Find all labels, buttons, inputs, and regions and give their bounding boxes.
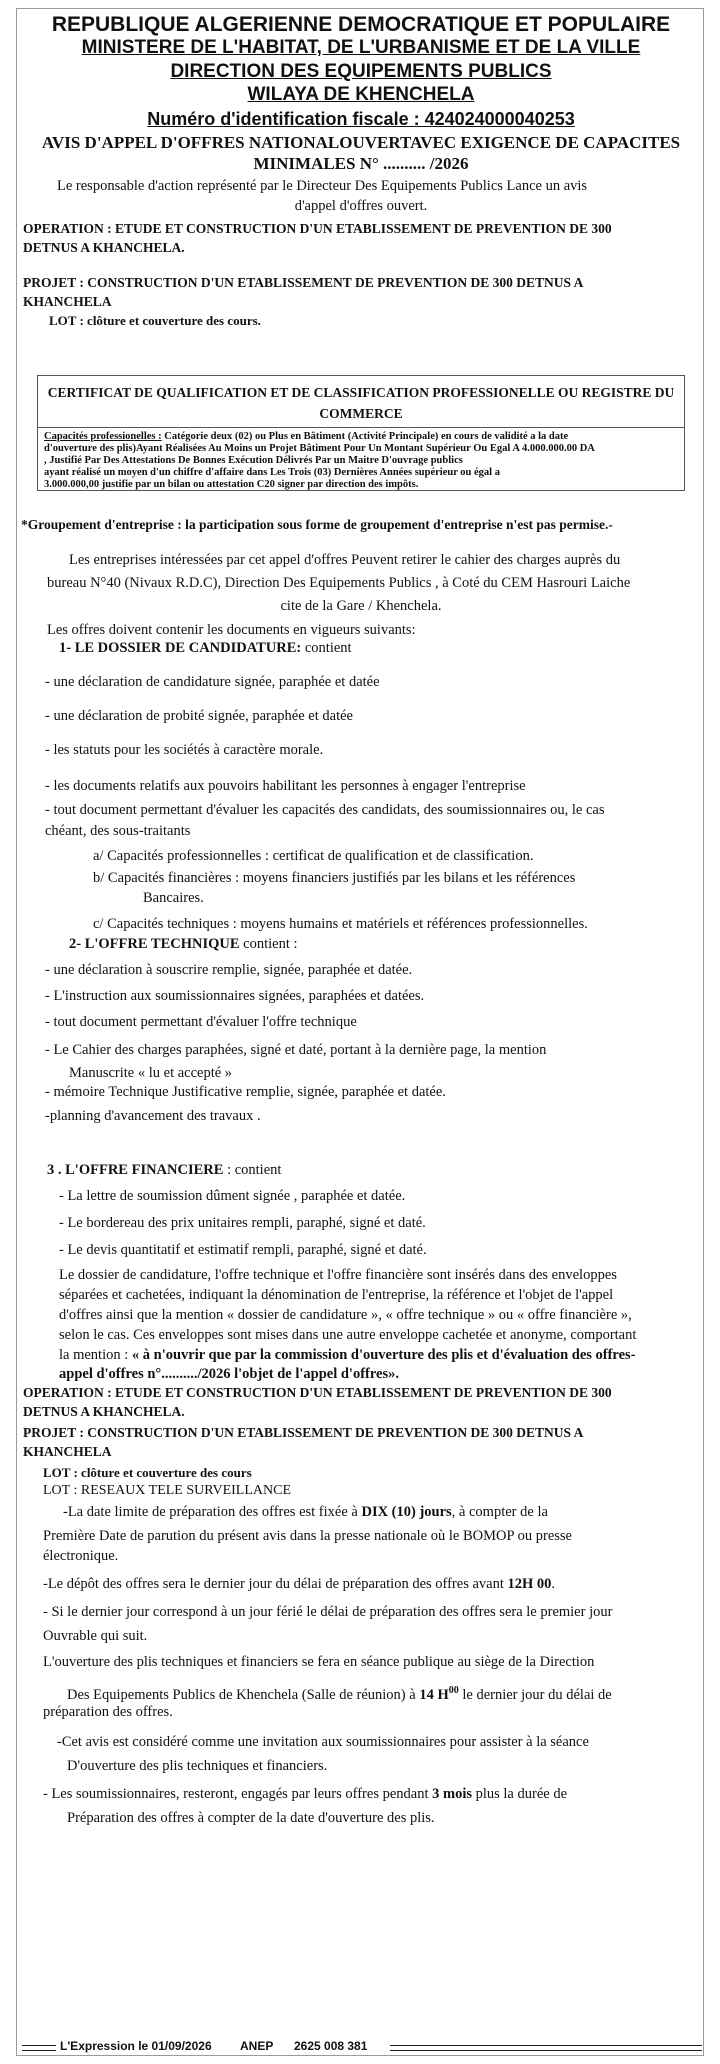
anep-label: ANEP: [240, 2039, 274, 2053]
capacities-line-5: 3.000.000,00 justifie par un bilan ou attestation C20 signer par direction des impôts.: [44, 479, 419, 490]
list-item: - les documents relatifs aux pouvoirs habilitant les personnes à engager l'entreprise: [45, 778, 526, 794]
list-item: - La lettre de soumission dûment signée , paraphée et datée.: [59, 1188, 406, 1204]
list-item: - tout document permettant d'évaluer l'offre technique: [45, 1014, 357, 1030]
deadline-text: -La date limite de préparation des offres est fixée à DIX (10) jours, à compter de la: [63, 1504, 548, 1520]
holiday-text: Ouvrable qui suit.: [43, 1628, 148, 1644]
list-item: - une déclaration à souscrire remplie, signée, paraphée et datée.: [45, 962, 413, 978]
list-item: a/ Capacités professionnelles : certificat de qualification et de classification.: [93, 848, 534, 864]
envelopes-paragraph: d'offres ainsi que la mention « dossier de candidature », « offre technique » ou « offre financière »,: [59, 1307, 632, 1323]
section-3-heading: 3 . L'OFFRE FINANCIERE : contient: [47, 1162, 282, 1178]
section-1-heading: 1- LE DOSSIER DE CANDIDATURE: contient: [59, 640, 352, 656]
list-item: chéant, des sous-traitants: [45, 823, 191, 839]
deadline-text: électronique.: [43, 1548, 119, 1564]
header-republic: REPUBLIQUE ALGERIENNE DEMOCRATIQUE ET POPULAIRE: [51, 13, 671, 36]
operation-line: OPERATION : ETUDE ET CONSTRUCTION D'UN ETABLISSEMENT DE PREVENTION DE 300: [23, 221, 612, 236]
list-item: - tout document permettant d'évaluer les capacités des candidats, des soumissionnaires ou, le cas: [45, 802, 605, 818]
list-item: Bancaires.: [143, 890, 204, 906]
envelopes-paragraph: séparées et cachetées, indiquant la dénomination de l'entreprise, la référence et l'objet de l'appel: [59, 1287, 614, 1303]
validity-text: Préparation des offres à compter de la date d'ouverture des plis.: [67, 1810, 435, 1826]
retrait-text: Les entreprises intéressées par cet appel d'offres Peuvent retirer le cahier des charges auprès du: [69, 552, 621, 568]
invitation-text: D'ouverture des plis techniques et financiers.: [67, 1758, 328, 1774]
envelopes-paragraph: la mention : « à n'ouvrir que par la commission d'ouverture des plis et d'évaluation des offres-: [59, 1347, 636, 1363]
operation-line-2: DETNUS A KHANCHELA.: [23, 1404, 185, 1419]
capacities-line-4: ayant réalisé un moyen d'un chiffre d'affaire dans Les Trois (03) Dernières Années supérieur ou égal a: [44, 467, 500, 478]
list-item: - une déclaration de probité signée, paraphée et datée: [45, 708, 353, 724]
lot-line: LOT : clôture et couverture des cours: [43, 1465, 252, 1480]
opening-text: L'ouverture des plis techniques et financiers se fera en séance publique au siège de la Direction: [43, 1654, 595, 1670]
groupement-note: *Groupement d'entreprise : la participation sous forme de groupement d'entreprise n'est pas permise.-: [21, 517, 613, 532]
anep-reference: 2625 008 381: [294, 2039, 368, 2053]
capacities-label: Capacités professionelles :: [44, 431, 162, 442]
list-item: - Le devis quantitatif et estimatif rempli, paraphé, signé et daté.: [59, 1242, 427, 1258]
certificate-title: CERTIFICAT DE QUALIFICATION ET DE CLASSIFICATION PROFESSIONELLE OU REGISTRE DU COMMERCE: [38, 376, 684, 428]
list-item: - une déclaration de candidature signée, paraphée et datée: [45, 674, 380, 690]
holiday-text: - Si le dernier jour correspond à un jour férié le délai de préparation des offres sera le premier jour: [43, 1604, 613, 1620]
opening-text: Des Equipements Publics de Khenchela (Salle de réunion) à 14 $H^{00}$ le dernier jour du délai de: [67, 1685, 612, 1703]
capacities-line: Capacités professionelles : Catégorie deux (02) ou Plus en Bâtiment (Activité Principale) en cours de validité a la date: [44, 431, 569, 442]
project-line: PROJET : CONSTRUCTION D'UN ETABLISSEMENT DE PREVENTION DE 300 DETNUS A: [23, 1425, 584, 1440]
notice-number: MINIMALES N° .......... /2026: [253, 154, 469, 173]
publication-footer: [22, 2040, 702, 2054]
list-item: - les statuts pour les sociétés à caractère morale.: [45, 742, 324, 758]
list-item: c/ Capacités techniques : moyens humains et matériels et références professionnelles.: [93, 916, 588, 932]
list-item: b/ Capacités financières : moyens financiers justifiés par les bilans et les références: [93, 870, 576, 886]
capacities-line-3: , Justifié Par Des Attestations De Bonnes Exécution Délivrés Par un Maitre D'ouvrage publics: [44, 455, 463, 466]
capacities-line-2: d'ouverture des plis)Ayant Réalisées Au Moins un Projet Bâtiment Pour Un Montant Supérieur Ou Egal A 4.000.000.00 DA: [44, 443, 595, 454]
envelopes-paragraph: appel d'offres n°........../2026 l'objet de l'appel d'offres».: [59, 1366, 399, 1382]
lot-line: LOT : clôture et couverture des cours.: [49, 313, 261, 328]
retrait-text-3: cite de la Gare / Khenchela.: [280, 598, 442, 614]
deposit-text: -Le dépôt des offres sera le dernier jour du délai de préparation des offres avant 12H 00.: [43, 1576, 556, 1592]
fiscal-id: Numéro d'identification fiscale : 424024000040253: [147, 109, 575, 129]
section-2-heading: 2- L'OFFRE TECHNIQUE contient :: [69, 936, 298, 952]
notice-title: AVIS D'APPEL D'OFFRES NATIONALOUVERTAVEC EXIGENCE DE CAPACITES: [41, 133, 681, 152]
publication-source: L'Expression le 01/09/2026: [60, 2039, 212, 2053]
header-ministry: MINISTERE DE L'HABITAT, DE L'URBANISME ET DE LA VILLE: [81, 37, 641, 58]
list-item: - L'instruction aux soumissionnaires signées, paraphées et datées.: [45, 988, 425, 1004]
operation-line-2: DETNUS A KHANCHELA.: [23, 240, 185, 255]
certificate-box: [37, 375, 685, 491]
intro-text: Le responsable d'action représenté par le Directeur Des Equipements Publics Lance un avis: [57, 178, 588, 194]
opening-text: préparation des offres.: [43, 1704, 173, 1720]
project-line: PROJET : CONSTRUCTION D'UN ETABLISSEMENT DE PREVENTION DE 300 DETNUS A: [23, 275, 584, 290]
operation-line: OPERATION : ETUDE ET CONSTRUCTION D'UN ETABLISSEMENT DE PREVENTION DE 300: [23, 1385, 612, 1400]
header-wilaya: WILAYA DE KHENCHELA: [247, 84, 475, 105]
list-item: - Le Cahier des charges paraphées, signé et daté, portant à la dernière page, la mention: [45, 1042, 547, 1058]
deadline-text: Première Date de parution du présent avis dans la presse nationale où le BOMOP ou presse: [43, 1528, 572, 1544]
envelopes-paragraph: Le dossier de candidature, l'offre technique et l'offre financière sont insérés dans des enveloppes: [59, 1267, 617, 1283]
project-line-2: KHANCHELA: [23, 1444, 112, 1459]
list-item: - Le bordereau des prix unitaires rempli, paraphé, signé et daté.: [59, 1215, 426, 1231]
intro-text-2: d'appel d'offres ouvert.: [294, 198, 428, 214]
documents-intro: Les offres doivent contenir les documents en vigueurs suivants:: [47, 622, 416, 638]
list-item: -planning d'avancement des travaux .: [45, 1108, 261, 1124]
list-item: Manuscrite « lu et accepté »: [69, 1065, 233, 1081]
invitation-text: -Cet avis est considéré comme une invitation aux soumissionnaires pour assister à la séance: [57, 1734, 589, 1750]
retrait-text-2: bureau N°40 (Nivaux R.D.C), Direction Des Equipements Publics , à Coté du CEM Hasrouri Laiche: [47, 575, 631, 591]
project-line-2: KHANCHELA: [23, 294, 112, 309]
header-direction: DIRECTION DES EQUIPEMENTS PUBLICS: [170, 61, 552, 82]
tender-notice: [16, 8, 704, 2056]
validity-text: - Les soumissionnaires, resteront, engagés par leurs offres pendant 3 mois plus la durée de: [43, 1786, 568, 1802]
list-item: - mémoire Technique Justificative remplie, signée, paraphée et datée.: [45, 1084, 446, 1100]
envelopes-paragraph: selon le cas. Ces enveloppes sont mises dans une autre enveloppe cachetée et anonyme, comportant: [59, 1327, 637, 1343]
lot-line: LOT : RESEAUX TELE SURVEILLANCE: [43, 1483, 292, 1498]
